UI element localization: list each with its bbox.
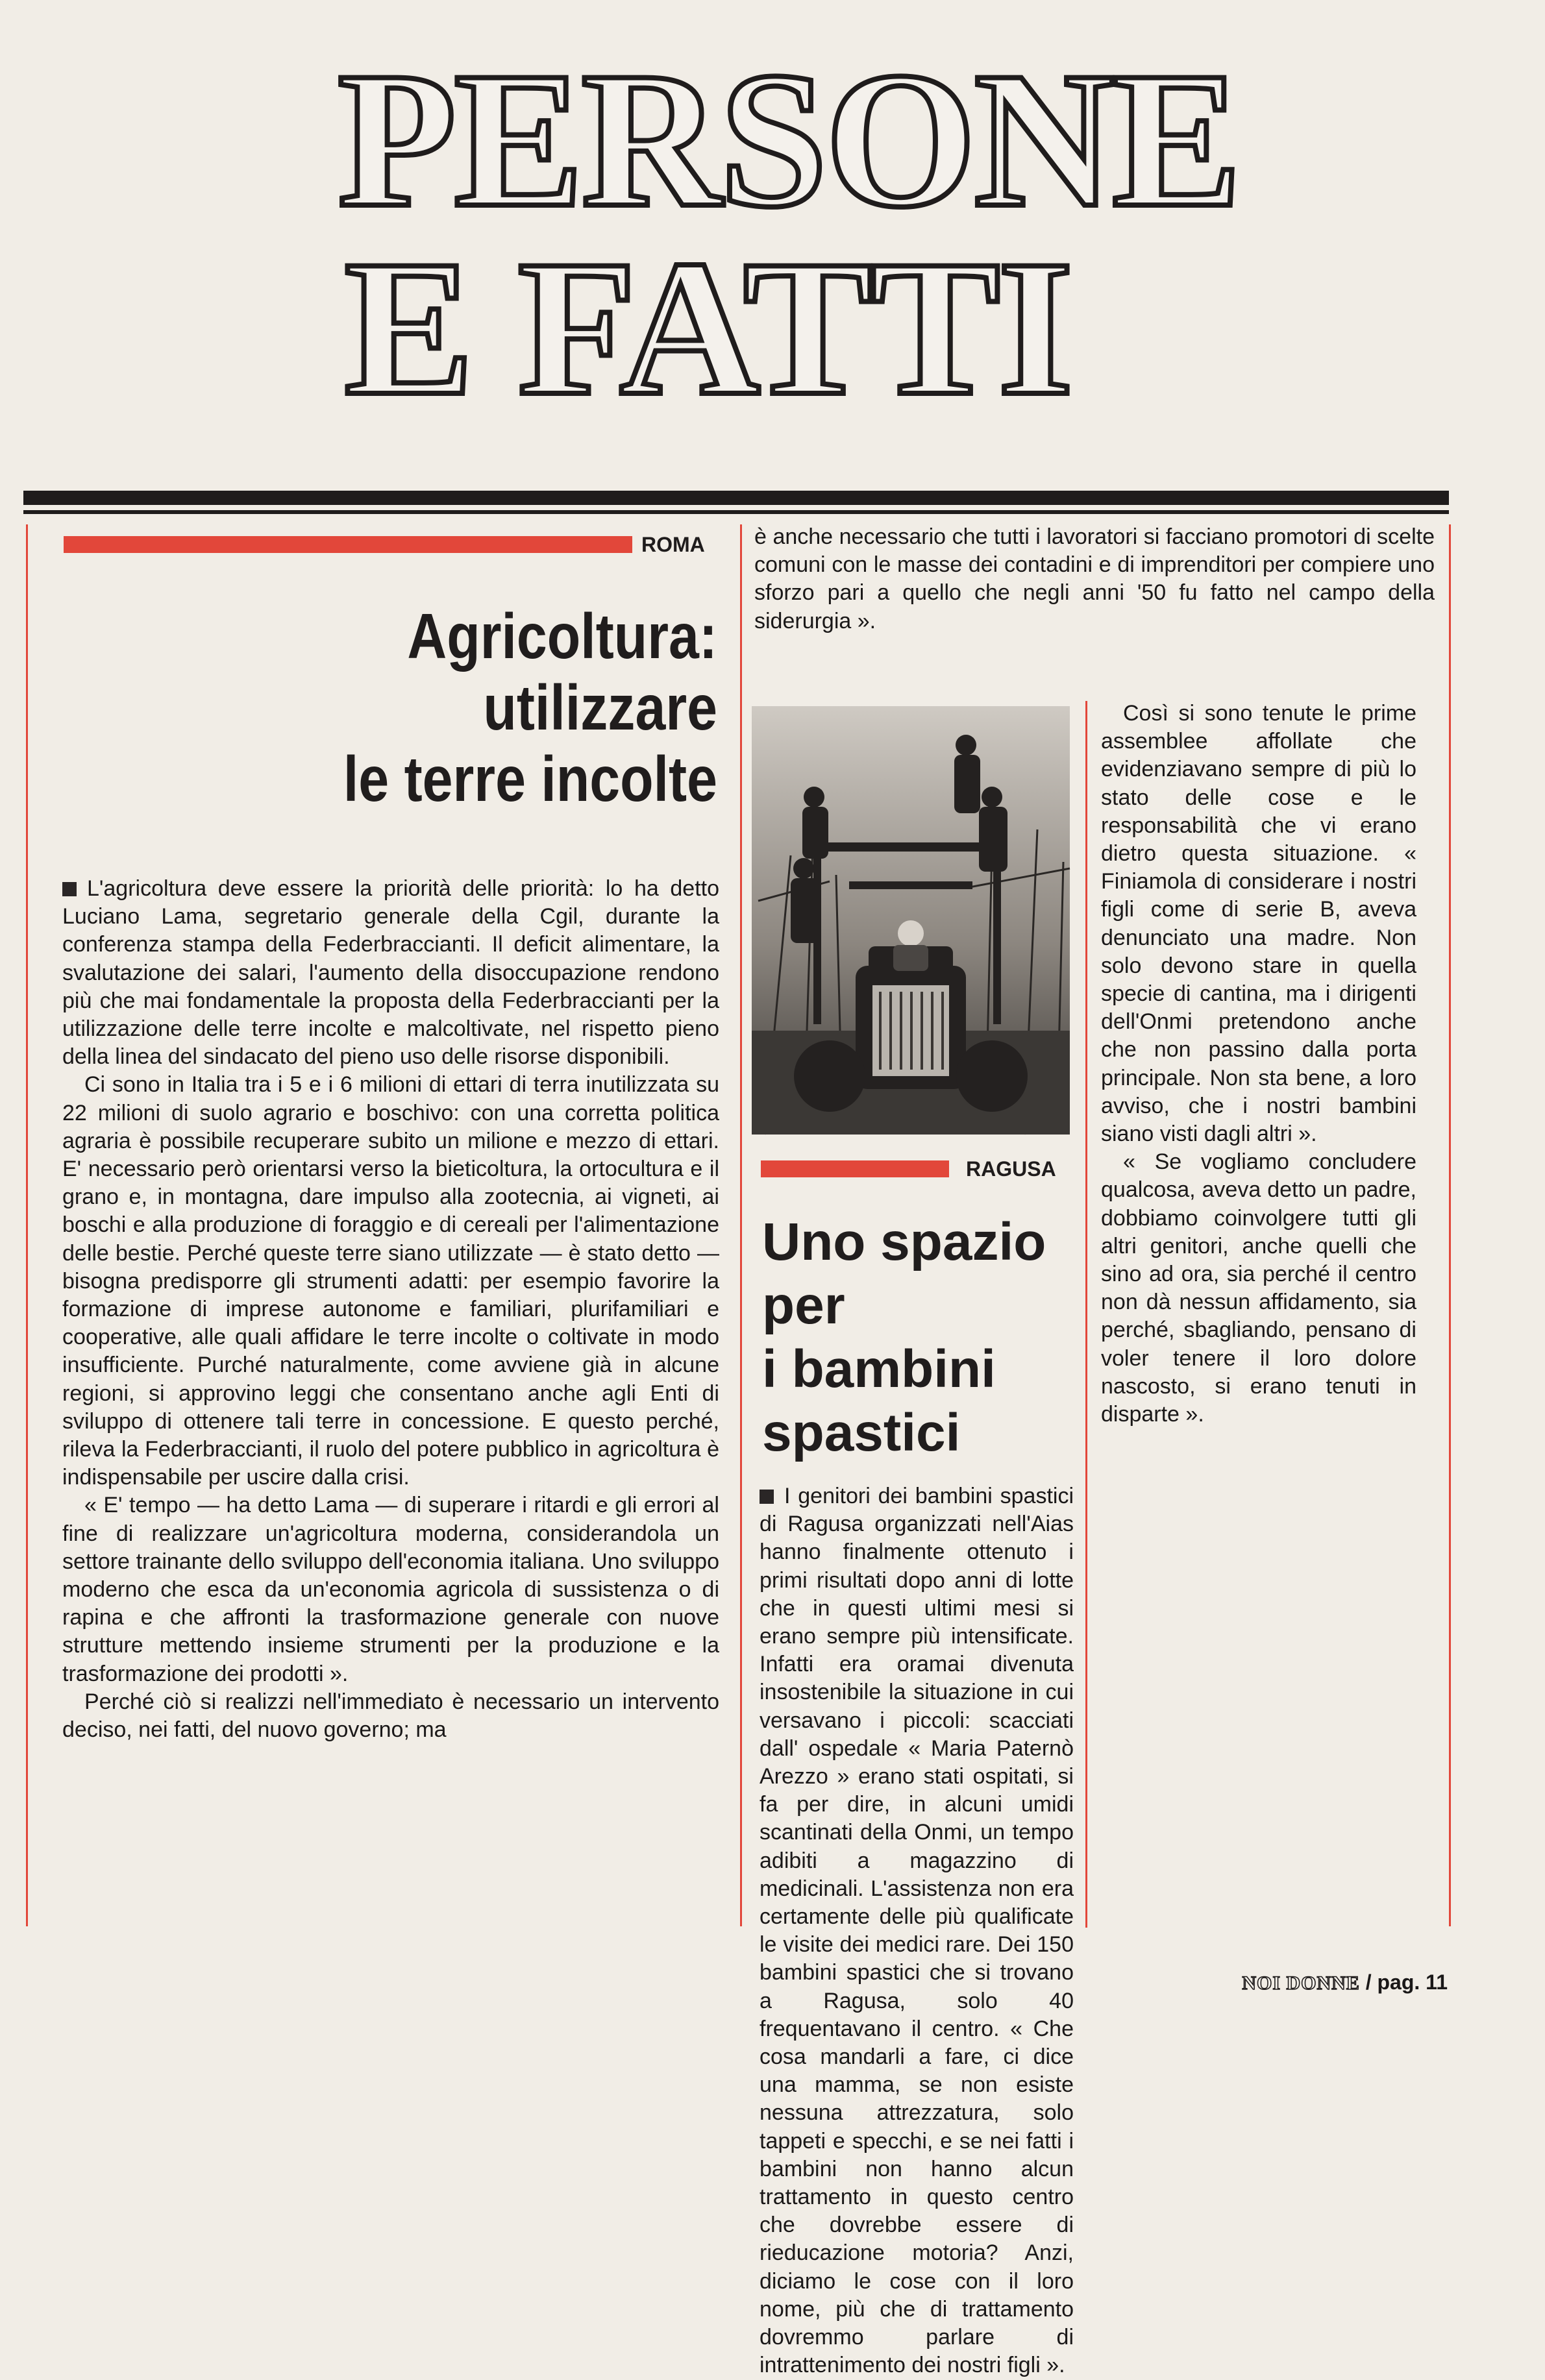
- headline-line: spastici: [762, 1403, 961, 1462]
- body-paragraph: « Se vogliamo concludere qualcosa, aveva detto un padre, dobbiamo coinvolgere tutti gli altri genitori, anche quelli che sino ad ora, sia perché il centro non dà nessun affidamento, sia perché, sbagliando, pensano di voler tenere il loro dolore nascosto, si erano tenuti in disparte ».: [1101, 1149, 1416, 1427]
- footer-separator: /: [1365, 1970, 1372, 1994]
- masthead-line-2: E FATTI: [344, 220, 1071, 436]
- header-rule-thin: [23, 510, 1449, 514]
- masthead-line-1: PERSONE: [338, 32, 1239, 247]
- agricoltura-body: [62, 875, 719, 1744]
- roma-location-tag: ROMA: [641, 533, 705, 556]
- spastici-headline: [762, 1210, 1100, 1465]
- body-paragraph: « E' tempo — ha detto Lama — di superare i ritardi e gli errori al fine di realizzare un'agricoltura moderna, considerandola un settore trainante dello sviluppo dell'economia italiana. Uno sviluppo moderno che esca da un'economia agricola di sussistenza o di rapina e che affronti la trasformazione generale con nuove strutture mettendo insieme strumenti per la produzione e la trasformazione dei prodotti ».: [62, 1493, 719, 1686]
- roma-section-bar: [64, 536, 632, 553]
- header-rule-thick: [23, 491, 1449, 505]
- headline-line: utilizzare: [483, 672, 717, 743]
- masthead-title: [338, 32, 1239, 436]
- column-rule-right: [1449, 524, 1451, 1926]
- body-paragraph: Perché ciò si realizzi nell'immediato è necessario un intervento deciso, nei fatti, del nuovo governo; ma: [62, 1689, 719, 1743]
- headline-line: le terre incolte: [343, 743, 717, 815]
- headline-line: Uno spazio: [762, 1212, 1046, 1271]
- column-rule-left: [26, 524, 28, 1926]
- body-paragraph: Così si sono tenute le prime assemblee affollate che evidenziavano sempre di più lo stato delle cose e le responsabilità che vi erano dietro questa situazione. « Finiamola di considerare i nostri figli come di serie B, aveva denunciato una madre. Non solo devono stare in quella specie di cantina, ma i dirigenti dell'Onmi pretendono anche che non passino dalla porta principale. Non sta bene, a loro avviso, che i nostri bambini siano visti dagli altri ».: [1101, 701, 1416, 1147]
- agricoltura-continuation: [754, 523, 1435, 635]
- tractor-workers-photo: [752, 706, 1070, 1135]
- bullet-square-icon: [62, 882, 77, 896]
- magazine-logo: NOI DONNE: [1242, 1972, 1360, 1994]
- headline-line: Agricoltura:: [407, 600, 717, 672]
- spastici-body-part1: [760, 1482, 1074, 2378]
- body-paragraph: I genitori dei bambini spastici di Ragusa organizzati nell'Aias hanno finalmente ottenuto i primi risultati dopo anni di lotte che in questi ultimi mesi si erano sempre più intensificate. Infatti era oramai divenuta insostenibile la situazione in cui versavano i piccoli: scacciati dall' ospedale « Maria Paternò Arezzo » erano stati ospitati, si fa per dire, in alcuni umidi scantinati della Onmi, un tempo adibiti a magazzino di medicinali. L'assistenza non era certamente delle più qualificate le visite dei medici rare. Dei 150 bambini spastici che si trovano a Ragusa, solo 40 frequentavano il centro. « Che cosa mandarli a fare, ci dice una mamma, se non esiste nessuna attrezzatura, solo tappeti e specchi, e se nei fatti i bambini non hanno alcun trattamento in questo centro che dovrebbe essere di rieducazione motoria? Anzi, diciamo le cose con il loro nome, più che di trattamento dovremmo parlare di intrattenimento dei nostri figli ».: [760, 1484, 1074, 2378]
- ragusa-location-tag: RAGUSA: [966, 1157, 1056, 1181]
- page-footer: [1242, 1970, 1448, 1994]
- column-rule-middle: [740, 524, 742, 1926]
- headline-line: per: [762, 1276, 845, 1335]
- body-paragraph: è anche necessario che tutti i lavoratori si facciano promotori di scelte comuni con le masse dei contadini e di imprenditori per compiere uno sforzo pari a quello che negli anni '50 fu fatto nel campo della siderurgia ».: [754, 524, 1435, 633]
- body-paragraph: L'agricoltura deve essere la priorità delle priorità: lo ha detto Luciano Lama, segretario generale della Cgil, durante la conferenza stampa della Federbraccianti. Il deficit alimentare, la svalutazione dei salari, l'aumento della disoccupazione rendono più che mai fondamentale la proposta della Federbraccianti per la utilizzazione delle terre incolte e malcoltivate, nel rispetto pieno della linea del sindacato del pieno uso delle risorse disponibili.: [62, 876, 719, 1070]
- bullet-square-icon: [760, 1490, 774, 1504]
- page-number: pag. 11: [1377, 1970, 1448, 1994]
- headline-line: i bambini: [762, 1340, 996, 1399]
- agricoltura-headline: [260, 600, 717, 815]
- ragusa-section-bar: [761, 1160, 949, 1177]
- body-paragraph: Ci sono in Italia tra i 5 e i 6 milioni di ettari di terra inutilizzata su 22 milioni di suolo agrario e boschivo: con una corretta politica agraria è possibile recuperare subito un milione e mezzo di ettari. E' necessario però orientarsi verso la bieticoltura, la ortocultura e il grano e, in montagna, dare impulso alla zootecnia, ai vigneti, ai boschi e alla produzione di foraggio e di cereali per l'alimentazione delle bestie. Perché queste terre siano utilizzate — è stato detto — bisogna predisporre gli strumenti adatti: per esempio favorire la formazione di imprese autonome e familiari, plurifamiliari e cooperative, alle quali affidare le terre incolte o coltivate in modo insufficiente. Purché naturalmente, come avviene già in alcune regioni, si approvino leggi che consentano anche agli Enti di sviluppo di ottenere tali terre in concessione. E questo perché, rileva la Federbraccianti, il ruolo del potere pubblico in agricoltura è indispensabile per uscire dalla crisi.: [62, 1072, 719, 1490]
- spastici-body-part2: [1101, 700, 1416, 1429]
